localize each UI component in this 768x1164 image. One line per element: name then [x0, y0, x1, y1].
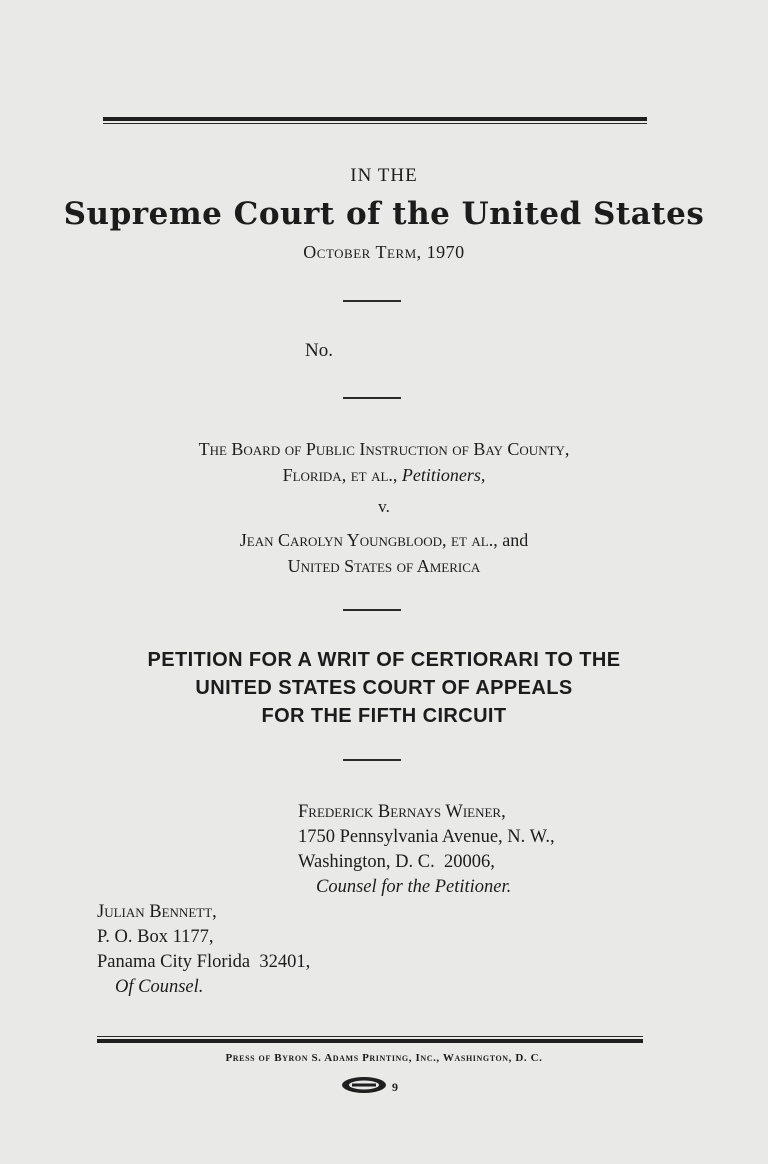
versus: v. — [378, 497, 390, 516]
court-name-title: Supreme Court of the United States — [63, 196, 705, 232]
union-bug-number: 9 — [392, 1080, 398, 1094]
petitioner-line-1: The Board of Public Instruction of Bay County, — [198, 439, 570, 459]
petition-title-line-2: UNITED STATES COURT OF APPEALS — [195, 677, 573, 699]
top-double-rule — [103, 117, 647, 124]
primary-counsel-address-2: Washington, D. C. 20006, — [298, 852, 495, 872]
printer-imprint: Press of Byron S. Adams Printing, Inc., Washington, D. C. — [225, 1052, 543, 1064]
union-bug-icon — [340, 1074, 404, 1101]
respondent-line-1-text: Jean Carolyn Youngblood, et al., — [239, 530, 498, 550]
divider-3 — [343, 609, 401, 611]
petitioner-line-2-text: Florida, et al., — [282, 465, 398, 485]
respondent-line-2: United States of America — [287, 556, 481, 576]
petition-title-line-3: FOR THE FIFTH CIRCUIT — [261, 705, 507, 727]
petitioner-block — [0, 436, 768, 488]
divider-2 — [343, 397, 401, 399]
primary-counsel-role: Counsel for the Petitioner. — [316, 877, 512, 897]
bottom-double-rule — [97, 1036, 643, 1043]
primary-counsel-block — [298, 800, 555, 900]
secondary-counsel-address-2: Panama City Florida 32401, — [97, 952, 311, 972]
term-line: October Term, 1970 — [303, 242, 465, 262]
secondary-counsel-role: Of Counsel. — [115, 977, 204, 997]
respondent-block — [0, 527, 768, 579]
secondary-counsel-address-1: P. O. Box 1177, — [97, 927, 214, 947]
in-the-heading: IN THE — [350, 165, 418, 186]
divider-1 — [343, 300, 401, 302]
divider-4 — [343, 759, 401, 761]
respondent-line-1 — [0, 527, 768, 553]
secondary-counsel-name: Julian Bennett, — [97, 902, 217, 922]
petition-title-line-1: PETITION FOR A WRIT OF CERTIORARI TO THE — [147, 649, 621, 671]
secondary-counsel-block — [97, 900, 310, 1000]
primary-counsel-name: Frederick Bernays Wiener, — [298, 802, 506, 822]
petitioner-role: Petitioners, — [401, 465, 486, 485]
respondent-and: and — [502, 530, 529, 550]
primary-counsel-address-1: 1750 Pennsylvania Avenue, N. W., — [298, 827, 555, 847]
petition-title — [0, 646, 768, 730]
petitioner-line-2 — [0, 462, 768, 488]
case-number-label: No. — [305, 340, 333, 361]
